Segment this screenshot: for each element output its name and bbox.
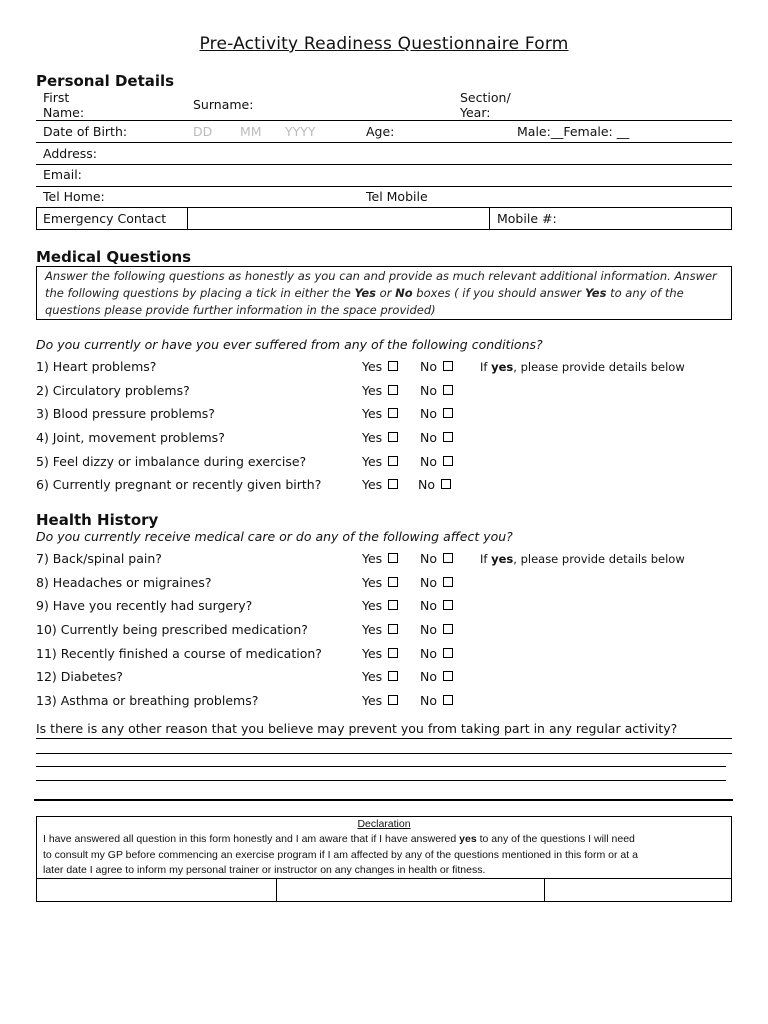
dob-label: Date of Birth: [43,124,128,139]
first-name-label-line1: First [43,90,70,105]
declaration-heading: Declaration [357,818,411,830]
answer-line-4[interactable] [36,780,726,781]
yes-checkbox-q8[interactable]: Yes [362,575,398,590]
declaration-text [43,832,727,879]
yes-checkbox-q11[interactable]: Yes [362,646,398,661]
question-13: 13) Asthma or breathing problems? [36,693,259,708]
question-10: 10) Currently being prescribed medication? [36,622,308,637]
no-checkbox-q3[interactable]: No [420,406,453,421]
tel-mobile-label: Tel Mobile [366,189,428,204]
emergency-contact-field[interactable] [188,208,488,229]
address-label: Address: [43,146,97,161]
answer-line-3[interactable] [36,766,726,767]
no-checkbox-q9[interactable]: No [420,598,453,613]
yes-checkbox-q5[interactable]: Yes [362,454,398,469]
section-divider [34,799,733,801]
mobile-label: Mobile #: [497,211,557,226]
no-checkbox-q6[interactable]: No [418,477,451,492]
yes-checkbox-q10[interactable]: Yes [362,622,398,637]
yes-checkbox-q4[interactable]: Yes [362,430,398,445]
email-row-line [36,186,732,187]
question-3: 3) Blood pressure problems? [36,406,215,421]
yes-checkbox-q1[interactable]: Yes [362,359,398,374]
no-checkbox-q11[interactable]: No [420,646,453,661]
declaration-line-1: I have answered all question in this form honestly and I am aware that if I have answered yes to any of the questions I will need [43,833,635,845]
no-checkbox-q13[interactable]: No [420,693,453,708]
no-checkbox-q12[interactable]: No [420,669,453,684]
question-1: 1) Heart problems? [36,359,157,374]
emergency-contact-label: Emergency Contact [43,211,167,226]
signature-cell-2[interactable] [277,879,543,901]
surname-label: Surname: [193,97,254,112]
question-9: 9) Have you recently had surgery? [36,598,253,613]
question-5: 5) Feel dizzy or imbalance during exercise? [36,454,307,469]
answer-line-1[interactable] [36,738,732,739]
email-label: Email: [43,167,82,182]
yes-checkbox-q3[interactable]: Yes [362,406,398,421]
yes-details-note: If yes, please provide details below [480,360,685,374]
history-yes-details-note: If yes, please provide details below [480,552,685,566]
no-checkbox-q8[interactable]: No [420,575,453,590]
page-title: Pre-Activity Readiness Questionnaire Form [199,34,569,54]
medical-questions-heading: Medical Questions [36,248,192,266]
question-7: 7) Back/spinal pain? [36,551,162,566]
section-label-line2: Year: [460,105,491,120]
yes-checkbox-q2[interactable]: Yes [362,383,398,398]
first-name-label-line2: Name: [43,105,85,120]
history-intro: Do you currently receive medical care or do any of the following affect you? [36,529,513,544]
instructions-box [36,266,732,320]
yes-checkbox-q9[interactable]: Yes [362,598,398,613]
emergency-divider-2 [489,207,490,230]
no-checkbox-q4[interactable]: No [420,430,453,445]
yes-checkbox-q12[interactable]: Yes [362,669,398,684]
yes-checkbox-q6[interactable]: Yes [362,477,398,492]
declaration-line-2: to consult my GP before commencing an exercise program if I am affected by any of the questions mentioned in this form or at a [43,848,638,861]
instructions-line-2: the following questions by placing a tick in either the Yes or No boxes ( if you should answer Yes to any of the [45,286,684,300]
instructions-line-1: Answer the following questions as honestly as you can and provide as much relevant additional information. Answer [45,269,717,283]
signature-cell-1[interactable] [37,879,275,901]
question-2: 2) Circulatory problems? [36,383,190,398]
section-label-line1: Section/ [460,90,511,105]
age-label: Age: [366,124,395,139]
no-checkbox-q5[interactable]: No [420,454,453,469]
medical-intro: Do you currently or have you ever suffered from any of the following conditions? [36,337,543,352]
question-4: 4) Joint, movement problems? [36,430,225,445]
instructions-line-3: questions please provide further information in the space provided) [45,303,436,317]
question-12: 12) Diabetes? [36,669,123,684]
other-reason-question: Is there is any other reason that you believe may prevent you from taking part in any regular activity? [36,721,678,736]
tel-home-label: Tel Home: [43,189,105,204]
dob-year-placeholder[interactable]: YYYY [285,124,316,139]
no-checkbox-q10[interactable]: No [420,622,453,637]
gender-field[interactable]: Male:__Female: __ [517,124,630,139]
yes-checkbox-q7[interactable]: Yes [362,551,398,566]
answer-line-2[interactable] [36,753,732,754]
signature-cell-3[interactable] [545,879,731,901]
personal-details-heading: Personal Details [36,72,175,90]
dob-row-line [36,142,732,143]
question-6: 6) Currently pregnant or recently given birth? [36,477,322,492]
name-row-line [36,120,732,121]
question-8: 8) Headaches or migraines? [36,575,212,590]
no-checkbox-q1[interactable]: No [420,359,453,374]
health-history-heading: Health History [36,511,159,529]
dob-day-placeholder[interactable]: DD [193,124,213,139]
address-row-line [36,164,732,165]
question-11: 11) Recently finished a course of medication? [36,646,322,661]
yes-checkbox-q13[interactable]: Yes [362,693,398,708]
dob-month-placeholder[interactable]: MM [240,124,262,139]
no-checkbox-q7[interactable]: No [420,551,453,566]
declaration-line-3: later date I agree to inform my personal trainer or instructor on any changes in health or fitness. [43,864,486,876]
no-checkbox-q2[interactable]: No [420,383,453,398]
